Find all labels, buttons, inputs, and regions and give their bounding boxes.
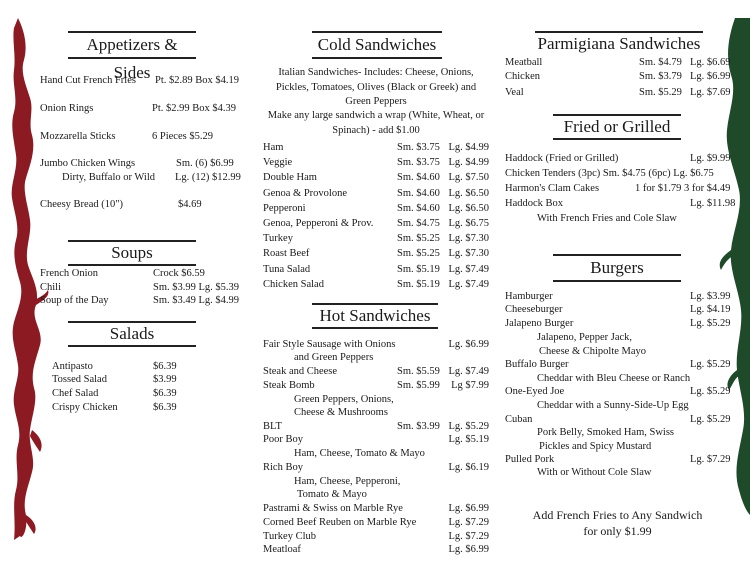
cold-sandwich-name: Ham <box>263 142 284 153</box>
appetizer-item-name: Onion Rings <box>40 103 94 114</box>
parmigiana-large-price: Lg. $6.99 <box>690 71 731 82</box>
salad-item-price: $6.39 <box>153 361 177 372</box>
french-fries-note <box>505 507 730 539</box>
fried-grilled-heading: Fried or Grilled <box>553 114 681 140</box>
salad-item-name: Tossed Salad <box>52 374 107 385</box>
cold-sandwich-small-price: Sm. $4.60 <box>397 187 440 199</box>
cold-sandwich-large-price: Lg. $4.99 <box>448 142 489 153</box>
cold-sandwich-large-price: Lg. $7.49 <box>448 278 489 290</box>
cold-sandwich-small-price: Sm. $5.25 <box>397 233 440 245</box>
appetizer-item-price: $4.69 <box>178 199 202 210</box>
hot-sandwich-description: and Green Peppers <box>294 352 374 363</box>
salad-item-name: Crispy Chicken <box>52 402 118 413</box>
hot-sandwich-small-price: Sm. $5.59 <box>397 366 440 377</box>
hot-sandwich-name: Steak Bomb <box>263 380 315 391</box>
fried-item-name: Chicken Tenders (3pc) Sm. $4.75 (6pc) Lg. $6.75 <box>505 168 714 179</box>
hot-sandwich-large-price: Lg. $7.29 <box>448 517 489 528</box>
appetizer-item-price: Pt. $2.99 Box $4.39 <box>152 103 237 114</box>
cold-sandwich-small-price: Sm. $5.25 <box>397 248 440 260</box>
french-fries-note-line1: Add French Fries to Any Sandwich <box>532 508 703 522</box>
appetizer-item-price: Sm. (6) $6.99 <box>176 158 234 169</box>
hot-sandwich-large-price: Lg $7.99 <box>451 380 489 391</box>
cold-sandwich-small-price: Sm. $5.19 <box>397 263 440 275</box>
appetizer-item-price: 6 Pieces $5.29 <box>152 131 213 142</box>
cold-sandwich-large-price: Lg. $7.49 <box>448 263 489 275</box>
hot-sandwich-description: Cheese & Mushrooms <box>294 407 388 418</box>
fried-item-price: Lg. $9.99 <box>690 153 731 164</box>
hot-sandwich-small-price: Sm. $5.99 <box>397 380 440 391</box>
hot-sandwich-description: Ham, Cheese, Tomato & Mayo <box>294 448 425 459</box>
appetizer-item-name: Mozzarella Sticks <box>40 131 116 142</box>
salad-item-name: Chef Salad <box>52 388 99 399</box>
burger-description: Jalapeno, Pepper Jack, <box>537 332 633 343</box>
burger-name: One-Eyed Joe <box>505 386 565 397</box>
burger-description: Cheddar with a Sunny-Side-Up Egg <box>537 400 689 411</box>
cold-sandwich-large-price: Lg. $7.50 <box>448 172 489 184</box>
hot-sandwich-name: Corned Beef Reuben on Marble Rye <box>263 517 417 528</box>
appetizer-item-price: Lg. (12) $12.99 <box>175 172 241 183</box>
cold-sandwich-small-price: Sm. $4.75 <box>397 218 440 229</box>
cold-sandwich-small-price: Sm. $3.75 <box>397 142 440 153</box>
hot-sandwich-description: Tomato & Mayo <box>297 489 367 500</box>
cold-sandwich-name: Chicken Salad <box>263 278 324 290</box>
parmigiana-item-name: Meatball <box>505 57 543 68</box>
hot-sandwich-large-price: Lg. $5.29 <box>448 421 489 432</box>
cold-sandwich-name: Genoa & Provolone <box>263 187 347 199</box>
wrap-note: Make any large sandwich a wrap (White, Wheat, or Spinach) - add $1.00 <box>267 110 485 136</box>
hot-sandwich-large-price: Lg. $7.49 <box>448 366 489 377</box>
soup-item-name: Soup of the Day <box>40 295 109 306</box>
fried-item-name: Haddock (Fried or Grilled) <box>505 153 619 164</box>
cold-sandwich-name: Roast Beef <box>263 248 310 260</box>
soup-item-price: Sm. $3.99 Lg. $5.39 <box>153 282 240 293</box>
soup-item-name: Chili <box>40 282 62 293</box>
burger-price: Lg. $3.99 <box>690 291 731 302</box>
cold-sandwich-small-price: Sm. $4.60 <box>397 172 440 184</box>
parmigiana-item-name: Chicken <box>505 71 540 82</box>
burger-name: Pulled Pork <box>505 454 555 465</box>
hot-sandwich-large-price: Lg. $7.29 <box>448 531 489 542</box>
cold-sandwich-large-price: Lg. $6.75 <box>448 218 489 229</box>
fried-item-description: With French Fries and Cole Slaw <box>537 213 677 224</box>
hot-sandwich-name: Rich Boy <box>263 462 303 473</box>
hot-sandwich-name: Pastrami & Swiss on Marble Rye <box>263 503 403 514</box>
hot-sandwich-name: BLT <box>263 421 282 432</box>
hot-sandwich-name: Turkey Club <box>263 531 316 542</box>
parmigiana-large-price: Lg. $6.69 <box>690 57 731 68</box>
cold-sandwich-small-price: Sm. $3.75 <box>397 157 440 169</box>
salads-heading: Salads <box>68 321 196 347</box>
cold-sandwich-name: Pepperoni <box>263 202 306 214</box>
burger-description: Pork Belly, Smoked Ham, Swiss <box>537 427 674 438</box>
parmigiana-small-price: Sm. $4.79 <box>639 57 682 68</box>
burger-price: Lg. $5.29 <box>690 359 731 370</box>
cold-sandwich-name: Double Ham <box>263 172 317 184</box>
hot-sandwich-large-price: Lg. $6.99 <box>448 339 489 350</box>
cold-sandwich-name: Turkey <box>263 233 293 245</box>
hot-sandwich-large-price: Lg. $6.99 <box>448 503 489 514</box>
french-fries-note-line2: for only $1.99 <box>583 524 652 538</box>
fried-item-price: 1 for $1.79 3 for $4.49 <box>635 183 731 194</box>
appetizers-heading: Appetizers & Sides <box>68 31 196 59</box>
burger-name: Buffalo Burger <box>505 359 569 370</box>
fried-item-name: Haddock Box <box>505 198 564 209</box>
cold-sandwich-small-price: Sm. $4.60 <box>397 202 440 214</box>
cold-sandwich-large-price: Lg. $6.50 <box>448 187 489 199</box>
burger-price: Lg. $5.29 <box>690 414 731 425</box>
salad-item-name: Antipasto <box>52 361 93 372</box>
hot-sandwich-name: Steak and Cheese <box>263 366 338 377</box>
burger-description: Cheese & Chipolte Mayo <box>539 346 647 357</box>
hot-sandwich-large-price: Lg. $5.19 <box>448 434 489 445</box>
cold-sandwich-small-price: Sm. $5.19 <box>397 278 440 290</box>
burger-description: With or Without Cole Slaw <box>537 467 652 478</box>
burger-price: Lg. $5.29 <box>690 386 731 397</box>
parmigiana-large-price: Lg. $7.69 <box>690 87 731 98</box>
hot-sandwich-name: Meatloaf <box>263 544 301 555</box>
cold-sandwich-name: Genoa, Pepperoni & Prov. <box>263 218 374 229</box>
burger-price: Lg. $7.29 <box>690 454 731 465</box>
salad-item-price: $6.39 <box>153 388 177 399</box>
hot-sandwich-name: Fair Style Sausage with Onions <box>263 339 396 350</box>
parmigiana-item-name: Veal <box>505 87 524 98</box>
cold-sandwich-name: Veggie <box>263 157 293 169</box>
burger-name: Jalapeno Burger <box>505 318 574 329</box>
soup-item-name: French Onion <box>40 268 99 279</box>
burger-name: Hamburger <box>505 291 553 302</box>
burger-name: Cuban <box>505 414 533 425</box>
soup-item-price: Sm. $3.49 Lg. $4.99 <box>153 295 240 306</box>
parmigiana-small-price: Sm. $5.29 <box>639 87 682 98</box>
burger-price: Lg. $5.29 <box>690 318 731 329</box>
hot-sandwich-small-price: Sm. $3.99 <box>397 421 440 432</box>
fried-item-price: Lg. $11.98 <box>690 198 736 209</box>
cold-sandwich-large-price: Lg. $7.30 <box>448 248 489 260</box>
soups-heading: Soups <box>68 240 196 266</box>
burgers-heading: Burgers <box>553 254 681 282</box>
hot-sandwiches-heading: Hot Sandwiches <box>312 303 438 329</box>
salad-item-price: $6.39 <box>153 402 177 413</box>
cold-sandwich-large-price: Lg. $7.30 <box>448 233 489 245</box>
cold-sandwiches-heading: Cold Sandwiches <box>312 31 442 59</box>
appetizer-item-name: Hand Cut French Fries <box>40 75 136 86</box>
appetizer-item-name: Cheesy Bread (10") <box>40 199 124 210</box>
cold-sandwich-large-price: Lg. $4.99 <box>448 157 489 169</box>
hot-sandwich-large-price: Lg. $6.99 <box>448 544 489 555</box>
cold-sandwich-large-price: Lg. $6.50 <box>448 202 489 214</box>
burger-name: Cheeseburger <box>505 304 563 315</box>
burger-price: Lg. $4.19 <box>690 304 731 315</box>
appetizer-item-name: Jumbo Chicken Wings <box>40 158 136 169</box>
parmigiana-heading: Parmigiana Sandwiches <box>535 31 703 55</box>
burger-description: Pickles and Spicy Mustard <box>539 441 652 452</box>
soup-item-price: Crock $6.59 <box>153 268 205 279</box>
cold-sandwich-name: Tuna Salad <box>263 263 311 275</box>
fried-item-name: Harmon's Clam Cakes <box>505 183 600 194</box>
hot-sandwich-large-price: Lg. $6.19 <box>448 462 489 473</box>
parmigiana-small-price: Sm. $3.79 <box>639 71 682 82</box>
cold-sandwiches-description: Italian Sandwiches- Includes: Cheese, Onions, Pickles, Tomatoes, Olives (Black or Greek) and Green Peppers <box>275 67 477 107</box>
appetizer-item-price: Pt. $2.89 Box $4.19 <box>155 75 240 86</box>
hot-sandwich-description: Ham, Cheese, Pepperoni, <box>294 476 401 487</box>
hot-sandwich-description: Green Peppers, Onions, <box>294 394 394 405</box>
salad-item-price: $3.99 <box>153 374 177 385</box>
hot-sandwich-name: Poor Boy <box>263 434 303 445</box>
appetizer-item-name: Dirty, Buffalo or Wild <box>62 172 155 183</box>
burger-description: Cheddar with Bleu Cheese or Ranch <box>537 373 691 384</box>
